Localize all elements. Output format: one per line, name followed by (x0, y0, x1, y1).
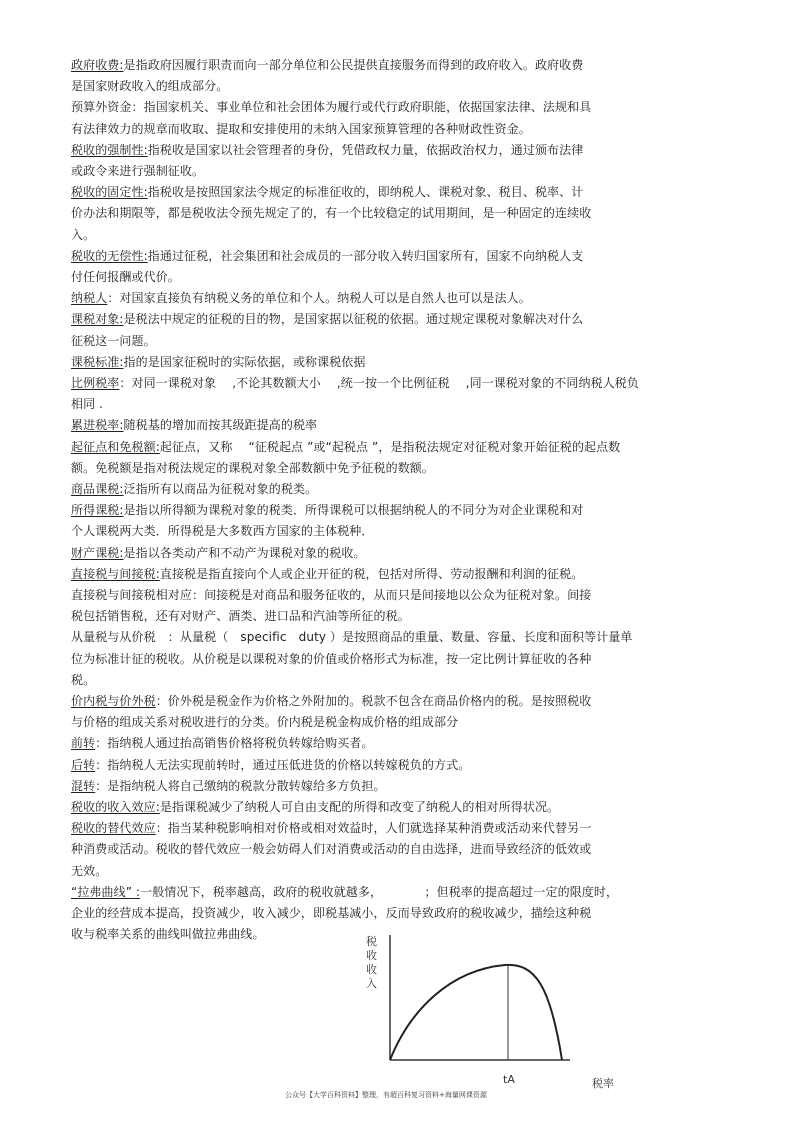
paragraph-first-line (71, 99, 591, 115)
paragraph-first-line (71, 545, 366, 561)
term-label: 税收的替代效应 (71, 821, 156, 836)
term-label: “拉弗曲线” : (71, 884, 141, 899)
y-axis-label (366, 935, 377, 990)
term-label: 混转 (71, 778, 96, 793)
term-definition: 指的是国家征税时的实际依据，或称课税依据 (123, 354, 366, 369)
paragraph-first-line (71, 142, 583, 158)
term-label: 纳税人 (71, 291, 108, 306)
paragraph-continuation-line: 位为标准计征的税收。从价税是以课税对象的价值或价格形式为标准，按一定比例计算征收的各种 (71, 651, 592, 666)
paragraph-first-line (71, 757, 470, 773)
term-definition: 泛指所有以商品为征税对象的税类。 (123, 482, 318, 496)
paragraph-continuation-line: 税包括销售税，还有对财产、酒类、进口品和汽油等所征的税。 (71, 609, 410, 624)
x-axis-label: 税率 (592, 1077, 614, 1090)
term-definition: 指税收是国家以社会管理者的身份，凭借政权力量，依据政治权力，通过颁布法律 (147, 142, 584, 157)
term-definition: 是指以各类动产和不动产为课税对象的税收。 (123, 545, 366, 560)
paragraph-first-line (71, 566, 583, 582)
paragraph-continuation-line: 征税这一问题。 (71, 333, 156, 348)
term-label: 比例税率 (71, 376, 120, 390)
paragraph-first-line (71, 587, 591, 603)
paragraph-continuation-line: 企业的经营成本提高，投资减少，收入减少，即税基减小，反而导致政府的税收减少，描绘这种税 (71, 906, 592, 920)
paragraph-first-line (71, 417, 317, 433)
paragraph-continuation-line: 无效。 (71, 863, 108, 878)
term-label: 商品课税: (71, 482, 124, 496)
paragraph-continuation-line: 收与税率关系的曲线叫做拉弗曲线。 (71, 927, 265, 942)
term-label: 税收的无偿性: (71, 248, 148, 263)
paragraph-first-line (71, 290, 531, 306)
term-label: 财产课税: (71, 545, 124, 560)
term-label: 政府收费: (71, 58, 124, 72)
term-label: 税收的收入效应: (71, 800, 160, 814)
term-definition: 是指以所得额为课税对象的税类．所得课税可以根据纳税人的不同分为对企业课税和对 (123, 503, 584, 518)
paragraph-continuation-line: 价办法和期限等，都是税收法令预先规定了的，有一个比较稳定的试用期间，是一种固定的连续收 (71, 206, 592, 221)
term-label: 课税标准: (71, 354, 124, 369)
term-definition: 是税法中规定的征税的目的物，是国家据以征税的依据。通过规定课税对象解决对什么 (123, 312, 584, 327)
y-axis-label-char: 收 (366, 949, 377, 962)
paragraph-first-line (71, 354, 366, 370)
term-definition: 指税收是按照国家法令规定的标准征收的，即纳税人、课税对象、税目、税率、计 (147, 185, 584, 200)
footer-note: 公众号【大学百科资料】整理，有超百科复习资料+海量网课资源 (285, 1091, 487, 1099)
term-definition: 指通过征税，社会集团和社会成员的一部分收入转归国家所有，国家不向纳税人支 (147, 248, 584, 263)
term-definition: ：价外税是税金作为价格之外附加的。税款不包含在商品价格内的税。是按照税收 (155, 694, 592, 708)
paragraph-first-line (71, 629, 633, 645)
term-definition: 是指政府因履行职责而向一部分单位和公民提供直接服务而得到的政府收入。政府收费 (123, 58, 584, 72)
term-definition: 直接税与间接税相对应：间接税是对商品和服务征收的，从而只是间接地以公众为征税对象。间接 (71, 588, 592, 602)
paragraph-first-line (71, 820, 591, 836)
paragraph-first-line (71, 735, 374, 751)
paragraph-first-line (71, 502, 583, 518)
term-definition: ：指纳税人无法实现前转时，通过压低进货的价格以转嫁税负的方式。 (95, 757, 471, 772)
paragraph-continuation-line: 或政令来进行强制征收。 (71, 164, 205, 178)
term-definition: 起征点，又称 “征税起点 ”或“起税点 ”，是指税法规定对征税对象开始征税的起点数 (159, 439, 621, 454)
paragraph-continuation-line: 个人课税两大类．所得税是大多数西方国家的主体税种． (71, 524, 374, 539)
term-label: 累进税率: (71, 418, 124, 433)
term-label: 起征点和免税额: (71, 439, 160, 454)
paragraph-continuation-line: 入。 (71, 227, 96, 242)
term-definition: ：指纳税人通过抬高销售价格将税负转嫁给购买者。 (95, 736, 374, 751)
paragraph-first-line (71, 311, 583, 327)
paragraph-first-line (71, 778, 386, 794)
term-definition: ：对同一课税对象 ,不论其数额大小 ,统一按一个比例征税 ,同一课税对象的不同纳税人税负 (119, 376, 639, 390)
y-axis-label-char: 收 (366, 963, 377, 976)
paragraph-first-line (71, 248, 583, 264)
term-definition: 是指课税减少了纳税人可自由支配的所得和改变了纳税人的相对所得状况。 (159, 800, 560, 814)
peak-label: tA (503, 1073, 515, 1086)
term-label: 税收的固定性: (71, 185, 148, 200)
paragraph-continuation-line: 种消费或活动。税收的替代效应一般会妨碍人们对消费或活动的自由选择，进而导致经济的低效或 (71, 842, 592, 857)
paragraph-first-line (71, 184, 583, 200)
term-definition: 随税基的增加而按其级距提高的税率 (123, 418, 318, 433)
paragraph-first-line (71, 884, 618, 900)
term-definition: ：指当某种税影响相对价格或相对效益时，人们就选择某种消费或活动来代替另一 (155, 821, 592, 836)
paragraph-first-line (71, 57, 583, 73)
term-label: 价内税与价外税 (71, 694, 156, 708)
y-axis-label-char: 入 (366, 977, 377, 990)
paragraph-continuation-line: 额。免税额是指对税法规定的课税对象全部数额中免予征税的数额。 (71, 460, 435, 475)
paragraph-continuation-line: 相同 . (71, 397, 104, 412)
term-definition: 直接税是指直接向个人或企业开征的税，包括对所得、劳动报酬和利润的征税。 (159, 566, 584, 581)
term-label: 税收的强制性: (71, 142, 148, 157)
paragraph-continuation-line: 是国家财政收入的组成部分。 (71, 79, 229, 94)
term-label: 课税对象: (71, 312, 124, 327)
paragraph-first-line (71, 693, 591, 709)
term-label: 前转 (71, 736, 96, 751)
term-label: 后转 (71, 757, 96, 772)
term-definition: 一般情况下，税率越高，政府的税收就越多， ；但税率的提高超过一定的限度时， (140, 884, 619, 899)
paragraph-continuation-line: 与价格的组成关系对税收进行的分类。价内税是税金构成价格的组成部分 (71, 715, 459, 730)
term-definition: ：是指纳税人将自己缴纳的税款分散转嫁给多方负担。 (95, 778, 386, 793)
term-definition: ：对国家直接负有纳税义务的单位和个人。纳税人可以是自然人也可以是法人。 (107, 291, 531, 306)
paragraph-continuation-line: 税。 (71, 672, 96, 687)
paragraph-first-line (71, 481, 317, 497)
term-definition: 预算外资金：指国家机关、事业单位和社会团体为履行或代行政府职能，依据国家法律、法规和具 (71, 100, 592, 115)
paragraph-continuation-line: 有法律效力的规章而收取、提取和安排使用的未纳入国家预算管理的各种财政性资金。 (71, 121, 531, 136)
paragraph-first-line (71, 439, 620, 455)
y-axis-label-char: 税 (366, 935, 377, 948)
laffer-curve-figure (330, 915, 630, 1090)
paragraph-first-line (71, 375, 639, 391)
term-definition: 从量税与从价税 ：从量税（ specific duty ）是按照商品的重量、数量、容量、长度和面积等计量单 (71, 630, 633, 645)
term-label: 直接税与间接税: (71, 566, 160, 581)
paragraph-first-line (71, 799, 559, 815)
paragraph-continuation-line: 付任何报酬或代价。 (71, 270, 180, 284)
term-label: 所得课税: (71, 503, 124, 518)
laffer-curve (390, 965, 562, 1060)
